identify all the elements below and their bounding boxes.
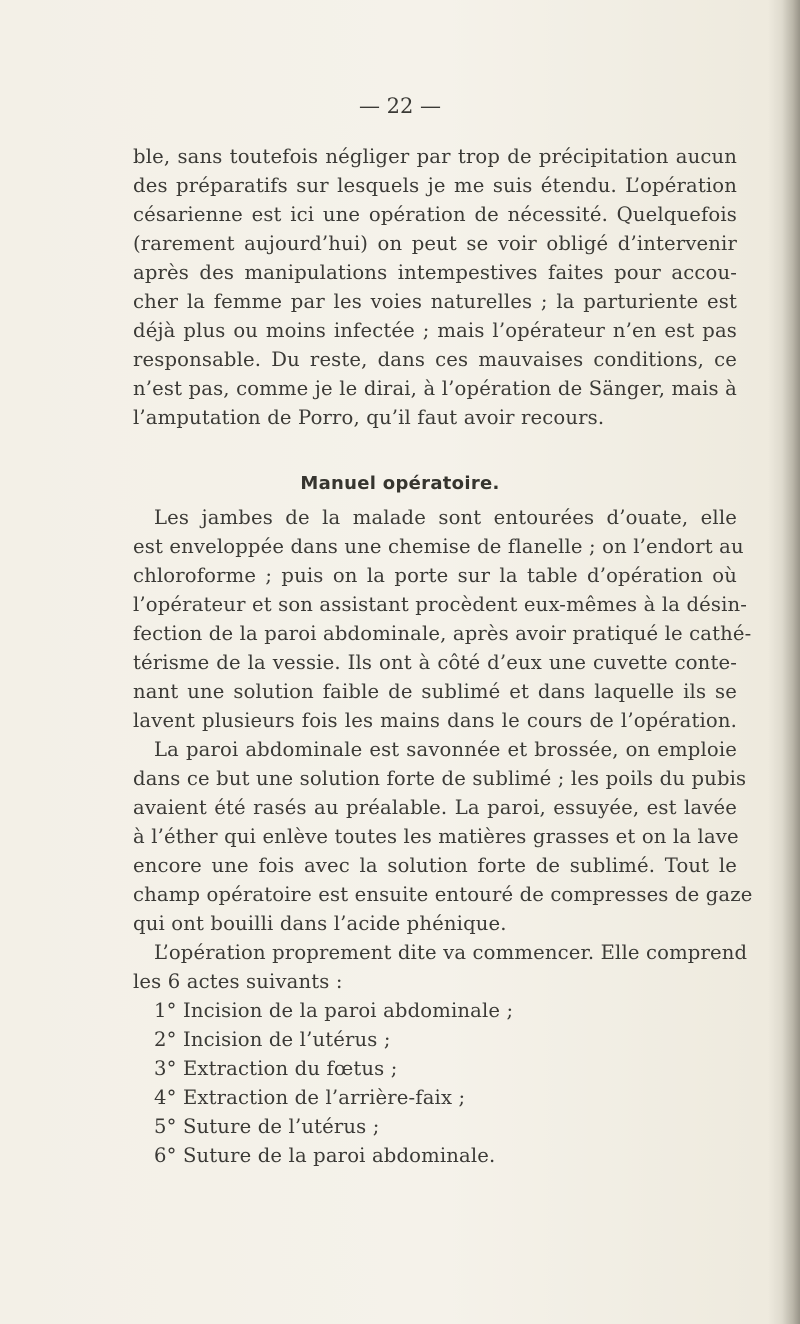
text-line: responsable. Du reste, dans ces mauvaises conditions, ce bbox=[133, 348, 737, 371]
text-line: est enveloppée dans une chemise de flanelle ; on l’endort au bbox=[133, 535, 744, 558]
text-line: ble, sans toutefois négliger par trop de précipitation aucun bbox=[133, 145, 737, 168]
text-line: qui ont bouilli dans l’acide phénique. bbox=[133, 912, 507, 935]
text-line: déjà plus ou moins infectée ; mais l’opérateur n’en est pas bbox=[133, 319, 737, 342]
text-line: césarienne est ici une opération de nécessité. Quelquefois bbox=[133, 203, 737, 226]
list-item: 5° Suture de l’utérus ; bbox=[154, 1115, 380, 1138]
text-line: (rarement aujourd’hui) on peut se voir obligé d’intervenir bbox=[133, 232, 737, 255]
list-item: 6° Suture de la paroi abdominale. bbox=[154, 1144, 496, 1167]
list-item: 2° Incision de l’utérus ; bbox=[154, 1028, 391, 1051]
text-line: fection de la paroi abdominale, après avoir pratiqué le cathé- bbox=[133, 622, 752, 645]
text-line: avaient été rasés au préalable. La paroi, essuyée, est lavée bbox=[133, 796, 737, 819]
text-line: dans ce but une solution forte de sublimé ; les poils du pubis bbox=[133, 767, 747, 790]
text-line: après des manipulations intempestives faites pour accou- bbox=[133, 261, 737, 284]
text-line: La paroi abdominale est savonnée et brossée, on emploie bbox=[154, 738, 737, 761]
text-line: champ opératoire est ensuite entouré de compresses de gaze bbox=[133, 883, 753, 906]
list-item: 4° Extraction de l’arrière-faix ; bbox=[154, 1086, 466, 1109]
text-line: les 6 actes suivants : bbox=[133, 970, 343, 993]
list-item: 3° Extraction du fœtus ; bbox=[154, 1057, 398, 1080]
text-line: chloroforme ; puis on la porte sur la table d’opération où bbox=[133, 564, 737, 587]
text-line: n’est pas, comme je le dirai, à l’opération de Sänger, mais à bbox=[133, 377, 737, 400]
list-item: 1° Incision de la paroi abdominale ; bbox=[154, 999, 514, 1022]
text-line: térisme de la vessie. Ils ont à côté d’eux une cuvette conte- bbox=[133, 651, 737, 674]
page-number: — 22 — bbox=[358, 94, 442, 118]
text-line: lavent plusieurs fois les mains dans le cours de l’opération. bbox=[133, 709, 737, 732]
text-line: des préparatifs sur lesquels je me suis étendu. L’opération bbox=[133, 174, 737, 197]
text-line: encore une fois avec la solution forte de sublimé. Tout le bbox=[133, 854, 737, 877]
text-line: nant une solution faible de sublimé et dans laquelle ils se bbox=[133, 680, 737, 703]
text-line: l’amputation de Porro, qu’il faut avoir recours. bbox=[133, 406, 605, 429]
text-line: cher la femme par les voies naturelles ; la parturiente est bbox=[133, 290, 737, 313]
text-line: l’opérateur et son assistant procèdent eux-mêmes à la désin- bbox=[133, 593, 748, 616]
text-line: L’opération proprement dite va commencer. Elle comprend bbox=[154, 941, 748, 964]
text-line: à l’éther qui enlève toutes les matières grasses et on la lave bbox=[133, 825, 739, 848]
section-heading: Manuel opératoire. bbox=[300, 473, 500, 494]
text-line: Les jambes de la malade sont entourées d’ouate, elle bbox=[154, 506, 737, 529]
page-edge-shadow bbox=[782, 0, 800, 1324]
